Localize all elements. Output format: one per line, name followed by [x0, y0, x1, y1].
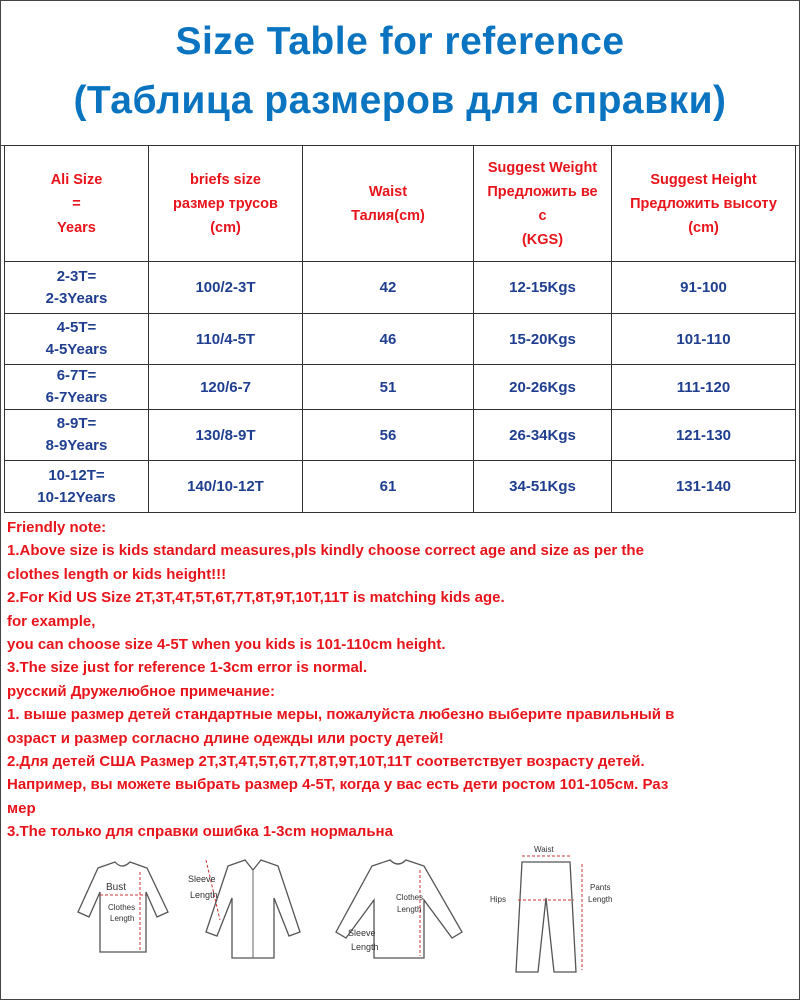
size-table — [4, 145, 796, 513]
cell-briefs: 120/6-7 — [149, 365, 303, 410]
note-line: 2.Для детей США Размер 2T,3T,4T,5T,6T,7T,8T,9T,10T,11T соответствует возрасту детей. — [7, 753, 645, 771]
cell-weight: 12-15Kgs — [474, 262, 612, 314]
raglan-length-label: Length — [397, 905, 422, 914]
shirt-diagram — [188, 860, 300, 958]
note-line: 3.The только для справки ошибка 1-3cm нормальна — [7, 823, 393, 841]
shirt-sleeve-label: Sleeve — [188, 874, 216, 884]
header-waist: Waist Талия(cm) — [303, 146, 474, 262]
cell-briefs: 100/2-3T — [149, 262, 303, 314]
note-line: for example, — [7, 612, 96, 630]
note-line: русский Дружелюбное примечание: — [7, 682, 276, 700]
table-row — [5, 365, 796, 410]
cell-weight: 15-20Kgs — [474, 314, 612, 365]
header-weight: Suggest Weight Предложить ве с (KGS) — [474, 146, 612, 262]
cell-height: 91-100 — [612, 262, 796, 314]
cell-ali-size: 8-9T= 8-9Years — [5, 410, 149, 461]
tshirt-clothes-label: Clothes — [108, 903, 136, 912]
header-briefs-size: briefs size размер трусов (cm) — [149, 146, 303, 262]
note-line: Например, вы можете выбрать размер 4-5T, когда у вас есть дети ростом 101-105см. Раз — [7, 776, 669, 794]
cell-weight: 20-26Kgs — [474, 365, 612, 410]
pants-label: Pants — [590, 883, 611, 892]
shirt-length-label: Length — [190, 890, 218, 900]
cell-briefs: 140/10-12T — [149, 461, 303, 513]
pants-waist-label: Waist — [534, 845, 554, 854]
note-line: 1. выше размер детей стандартные меры, пожалуйста любезно выберите правильный в — [7, 706, 675, 724]
cell-waist: 56 — [303, 410, 474, 461]
title-banner — [0, 0, 800, 146]
measurement-diagrams — [60, 840, 630, 992]
cell-ali-size: 2-3T= 2-3Years — [5, 262, 149, 314]
table-header-row — [5, 146, 796, 262]
cell-waist: 51 — [303, 365, 474, 410]
note-line: озраст и размер согласно длине одежды или росту детей! — [7, 729, 444, 747]
pants-length-label: Length — [588, 895, 613, 904]
table-row — [5, 461, 796, 513]
note-line: Friendly note: — [7, 519, 107, 536]
note-line: 3.The size just for reference 1-3cm error is normal. — [7, 659, 368, 677]
cell-ali-size: 4-5T= 4-5Years — [5, 314, 149, 365]
cell-waist: 42 — [303, 262, 474, 314]
cell-weight: 26-34Kgs — [474, 410, 612, 461]
note-line: clothes length or kids height!!! — [7, 565, 227, 583]
cell-height: 131-140 — [612, 461, 796, 513]
header-ali-size: Ali Size = Years — [5, 146, 149, 262]
cell-height: 111-120 — [612, 365, 796, 410]
note-line: 1.Above size is kids standard measures,pls kindly choose correct age and size as per the — [7, 542, 644, 560]
table-row — [5, 314, 796, 365]
pants-hips-label: Hips — [490, 895, 507, 904]
cell-weight: 34-51Kgs — [474, 461, 612, 513]
header-height: Suggest Height Предложить высоту (cm) — [612, 146, 796, 262]
raglan-sleeve-label: Sleeve — [348, 928, 376, 938]
raglan-diagram — [336, 860, 462, 958]
pants-diagram — [490, 845, 612, 972]
cell-ali-size: 6-7T= 6-7Years — [5, 365, 149, 410]
cell-waist: 46 — [303, 314, 474, 365]
raglan-sleeve-length-label: Length — [351, 942, 379, 952]
table-row — [5, 262, 796, 314]
cell-ali-size: 10-12T= 10-12Years — [5, 461, 149, 513]
note-line: 2.For Kid US Size 2T,3T,4T,5T,6T,7T,8T,9T,10T,11T is matching kids age. — [7, 589, 505, 607]
friendly-notes — [7, 516, 795, 844]
note-line: мер — [7, 799, 36, 817]
note-line: you can choose size 4-5T when you kids is 101-110cm height. — [7, 636, 446, 654]
cell-waist: 61 — [303, 461, 474, 513]
raglan-clothes-label: Clothes — [396, 893, 424, 902]
cell-height: 101-110 — [612, 314, 796, 365]
cell-briefs: 110/4-5T — [149, 314, 303, 365]
cell-height: 121-130 — [612, 410, 796, 461]
title-russian: (Таблица размеров для справки) — [73, 79, 727, 122]
title-english: Size Table for reference — [175, 20, 625, 63]
tshirt-bust-label: Bust — [106, 882, 127, 893]
tshirt-diagram — [78, 862, 168, 952]
cell-briefs: 130/8-9T — [149, 410, 303, 461]
table-row — [5, 410, 796, 461]
tshirt-length-label: Length — [110, 914, 135, 923]
